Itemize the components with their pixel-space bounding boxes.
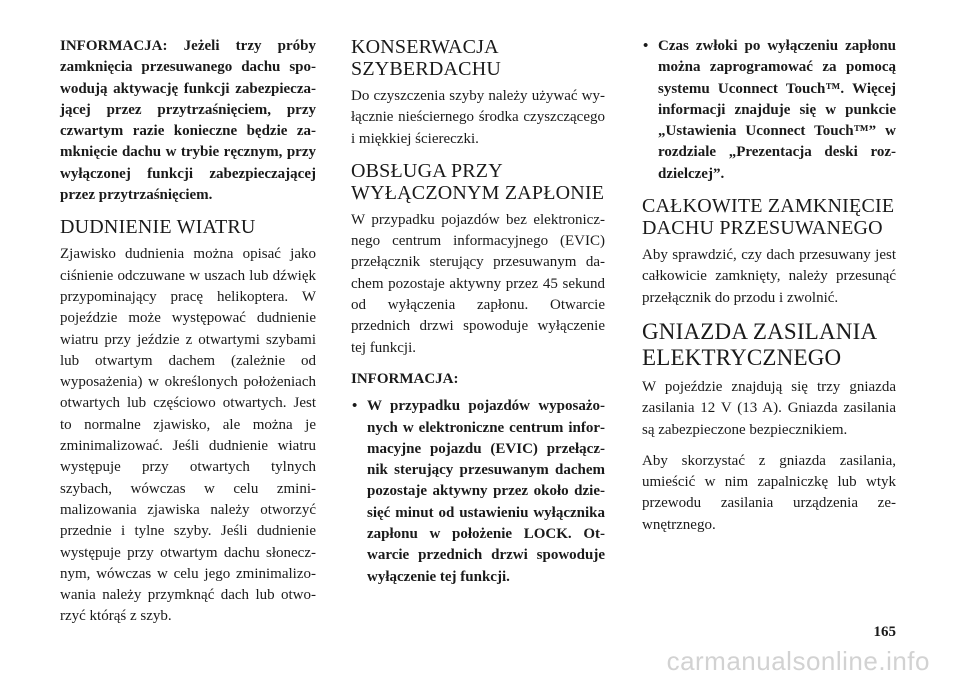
- paragraph-wind-buffeting: Zjawisko dudnienia można opisać jako ciśnienie odczuwane w uszach lub dźwięk przypominający pracę helikoptera. W pojeździe może występować dudnienie wiatru przy jeździe z otwartymi szybami lub otwartym dachem (zależnie od wyposażenia) w określonych położeniach otwartych lub częściowo otwartych. Jest to normalne zjawisko, ale można je zminimalizować. Jeśli dudnienie wiatru występuje przy otwartych tylnych szybach, wówczas w celu zminimalizowania zjawiska należy otworzyć przednie i tylne szyby. Jeśli dudnienie występuje przy otwartym dachu słonecznym, wówczas w celu jego zminimalizowania należy przymknąć dach lub otworzyć którąś z szyb.: [60, 246, 316, 625]
- heading-power-outlets: GNIAZDA ZASILANIA ELEKTRYCZNEGO: [642, 318, 877, 370]
- info-label: INFORMACJA:: [351, 370, 459, 387]
- paragraph-ignition-off-operation: W przypadku pojazdów bez elektronicznego centrum informacyjnego (EVIC) przełącznik sterujący przesuwanym dachem pozostaje aktywny przez 45 sekund od wyłączenia zapłonu. Otwarcie przednich drzwi spowoduje wyłączenie tej funkcji.: [351, 211, 605, 356]
- heading-full-close-sunroof: CAŁKOWITE ZAMKNIĘCIE DACHU PRZESUWANEGO: [642, 195, 895, 240]
- column-right: [642, 36, 896, 546]
- watermark: carmanualsonline.info: [666, 646, 930, 676]
- paragraph-power-outlets-1: W pojeździe znajdują się trzy gniazda zasilania 12 V (13 A). Gniazda zasilania są zabezpieczone bezpiecznikiem.: [642, 378, 896, 438]
- paragraph-full-close-sunroof: Aby sprawdzić, czy dach przesuwany jest całkowicie zamknięty, należy przesunąć przełącznik do przodu i zwolnić.: [642, 247, 896, 306]
- heading-ignition-off-operation: OBSŁUGA PRZY WYŁĄCZONYM ZAPŁONIE: [351, 159, 605, 204]
- heading-wind-buffeting: DUDNIENIE WIATRU: [60, 216, 256, 239]
- paragraph-power-outlets-2: Aby skorzystać z gniazda zasilania, umieścić w nim zapalniczkę lub wtyk przewodu zasilania urządzenia zewnętrznego.: [642, 452, 896, 533]
- info-label: INFORMACJA:: [60, 38, 168, 54]
- bullet-item: • Czas zwłoki po wyłączeniu zapłonu można zaprogramować za pomocą systemu Uconnect Touch™. Więcej informacji znajduje się w punkcie „Ustawienia Uconnect Touch™” w rozdziale „Prezentacja deski rozdzielczej”.: [642, 36, 896, 185]
- info-text: Jeżeli trzy próby zamknięcia przesuwanego dachu spowodują aktywację funkcji zabezpieczającej przez przytrzaśnięciem, przy czwartym razie konieczne będzie zamknięcie dachu w trybie ręcznym, przy wyłączonej funkcji zabezpieczającej przez przytrzaśnięciem.: [60, 38, 316, 204]
- heading-sunroof-maintenance: KONSERWACJA SZYBERDACHU: [351, 36, 501, 80]
- column-middle: [351, 36, 605, 598]
- column-left: [60, 36, 316, 638]
- bullet-list: [351, 396, 605, 588]
- info-note: [60, 36, 316, 206]
- bullet-item: • W przypadku pojazdów wyposażonych w elektroniczne centrum informacyjne pojazdu (EVIC) przełącznik sterujący przesuwanym dachem pozostaje aktywny przez około dziesięć minut od ustawieniu wyłącznika zapłonu w położenie LOCK. Otwarcie przednich drzwi spowoduje wyłączenie tej funkcji.: [351, 396, 605, 588]
- bullet-list: [642, 36, 896, 185]
- page-number: 165: [873, 624, 896, 640]
- paragraph-sunroof-maintenance: Do czyszczenia szyby należy używać wyłącznie nieściernego środka czyszczącego i miękkiej ściereczki.: [351, 88, 605, 147]
